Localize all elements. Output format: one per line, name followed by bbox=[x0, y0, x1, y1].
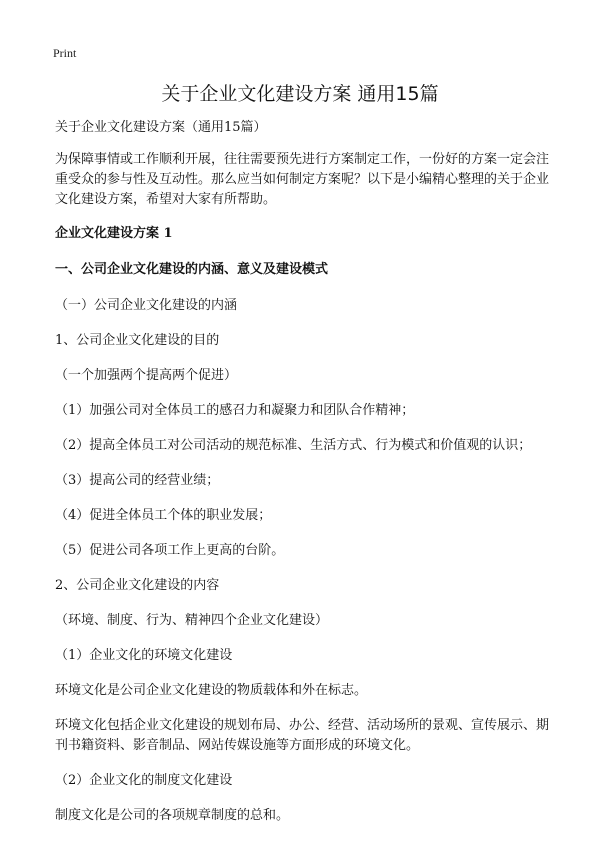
paragraph-line: 2、公司企业文化建设的内容 bbox=[55, 578, 220, 593]
paragraph-line: （环境、制度、行为、精神四个企业文化建设） bbox=[55, 613, 329, 628]
paragraph-line: （5）促进公司各项工作上更高的台阶。 bbox=[55, 543, 285, 558]
document-title: 关于企业文化建设方案 通用15篇 bbox=[161, 83, 439, 105]
paragraph-line: 1、公司企业文化建设的目的 bbox=[55, 333, 220, 348]
paragraph-line: 环境文化包括企业文化建设的规划布局、办公、经营、活动场所的景观、宣传展示、期刊书籍资料、影音制品、网站传媒设施等方面形成的环境文化。 bbox=[55, 718, 550, 753]
paragraph-line: （4）促进全体员工个体的职业发展； bbox=[55, 508, 272, 523]
paragraph-line: （2）企业文化的制度文化建设 bbox=[55, 773, 233, 788]
paragraph-line: （3）提高公司的经营业绩； bbox=[55, 473, 220, 488]
paragraph-line: （一个加强两个提高两个促进） bbox=[55, 368, 238, 383]
paragraph-line: （1）加强公司对全体员工的感召力和凝聚力和团队合作精神； bbox=[55, 403, 415, 418]
paragraph-line: （一）公司企业文化建设的内涵 bbox=[55, 298, 238, 313]
paragraph-line: （2）提高全体员工对公司活动的规范标准、生活方式、行为模式和价值观的认识； bbox=[55, 438, 532, 453]
document-body bbox=[55, 118, 553, 841]
paragraph-line: （1）企业文化的环境文化建设 bbox=[55, 648, 233, 663]
part-heading: 一、公司企业文化建设的内涵、意义及建设模式 bbox=[55, 262, 329, 277]
print-label: Print bbox=[53, 46, 77, 60]
section-heading: 企业文化建设方案 1 bbox=[55, 226, 173, 241]
paragraph-line: 制度文化是公司的各项规章制度的总和。 bbox=[55, 808, 290, 823]
intro-paragraph: 为保障事情或工作顺利开展，往往需要预先进行方案制定工作，一份好的方案一定会注重受众的参与性及互动性。那么应当如何制定方案呢？以下是小编精心整理的关于企业文化建设方案，希望对大家有所帮助。 bbox=[55, 152, 550, 207]
paragraph-line: 环境文化是公司企业文化建设的物质载体和外在标志。 bbox=[55, 683, 368, 698]
document-subtitle: 关于企业文化建设方案（通用15篇） bbox=[55, 120, 267, 135]
